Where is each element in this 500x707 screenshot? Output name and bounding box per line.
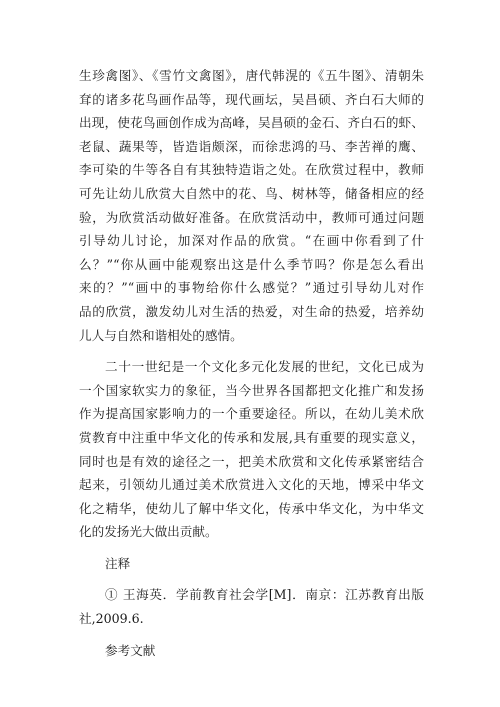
paragraph-gap [79,575,424,583]
text-line: 化之精华，使幼儿了解中华文化，传承中华文化，为中华文 [79,500,424,516]
text-line: 化的发扬光大做出贡献。 [79,524,218,540]
document-body [79,64,424,662]
text-line: 出现，使花鸟画创作成为高峰，吴昌硕的金石、齐白石的虾、 [79,115,424,131]
text-line: 一个国家软实力的象征，当今世界各国都把文化推广和发扬 [79,382,424,398]
notes-section [79,552,424,631]
text-line: 赏教育中注重中华文化的传承和发展,具有重要的现实意义， [79,429,424,445]
note-item: 社,2009.6. [79,611,144,627]
text-line: 起来，引领幼儿通过美术欣赏进入文化的天地，博采中华文 [79,477,424,493]
text-line: 作为提高国家影响力的一个重要途径。所以，在幼儿美术欣 [79,406,424,422]
text-line: 李可染的牛等各自有其独特造诣之处。在欣赏过程中，教师 [79,162,424,178]
text-line: 二十一世纪是一个文化多元化发展的世纪，文化已成为 [105,359,424,375]
references-heading: 参考文献 [105,642,156,658]
paragraph-2 [79,355,424,544]
text-line: 同时也是有效的途径之一，把美术欣赏和文化传承紧密结合 [79,453,424,469]
text-line: 来的？”“画中的事物给你什么感觉？”通过引导幼儿对作 [79,280,424,296]
note-item: ① 王海英．学前教育社会学[M]．南京：江苏教育出版 [105,587,424,603]
text-line: 品的欣赏，激发幼儿对生活的热爱，对生命的热爱，培养幼 [79,303,424,319]
text-line: 验，为欣赏活动做好准备。在欣赏活动中，教师可通过问题 [79,209,424,225]
paragraph-1 [79,64,424,347]
paragraph-gap [79,631,424,639]
text-line: 儿人与自然和谐相处的感情。 [79,327,243,343]
paragraph-gap [79,347,424,355]
text-line: 么？”“你从画中能观察出这是什么季节吗？你是怎么看出 [79,256,424,272]
text-line: 生珍禽图》、《雪竹文禽图》，唐代韩滉的《五牛图》、清朝朱 [79,68,424,83]
text-line: 引导幼儿讨论，加深对作品的欣赏。“在画中你看到了什 [79,233,424,249]
text-line: 老鼠、蔬果等，皆造诣颇深，而徐悲鸿的马、李苦禅的鹰、 [79,138,424,154]
text-line: 耷的诸多花鸟画作品等，现代画坛，吴昌硕、齐白石大师的 [79,91,424,107]
references-section [79,639,424,663]
paragraph-gap [79,544,424,552]
notes-heading: 注释 [105,555,131,571]
text-line: 可先让幼儿欣赏大自然中的花、鸟、树林等，储备相应的经 [79,185,424,201]
